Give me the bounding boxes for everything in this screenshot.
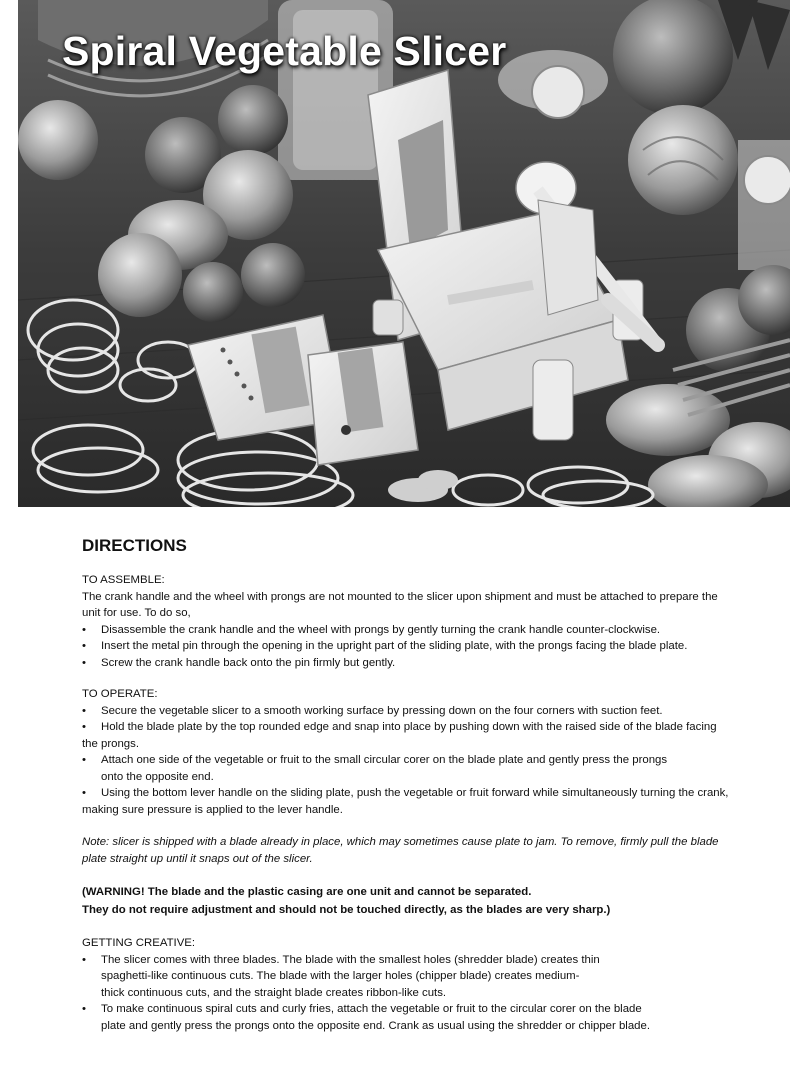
note-text: Note: slicer is shipped with a blade already in place, which may sometimes cause plate to jam. To remove, firmly pull the blade plate straight up until it snaps out of the slicer. [82,836,719,865]
directions-section [82,536,732,1034]
operate-step: • Hold the blade plate by the top rounded edge and snap into place by pushing down with the raised side of the blade facing the prongs. [82,719,732,752]
assemble-steps [82,622,732,672]
operate-steps-indented [82,752,732,785]
assemble-intro: The crank handle and the wheel with prongs are not mounted to the slicer upon shipment and must be attached to prepare the unit for use. To do so, [82,590,718,619]
creative-steps [82,952,732,1035]
warning-line-2: They do not require adjustment and should not be touched directly, as the blades are very sharp.) [82,903,611,916]
creative-step: • To make continuous spiral cuts and curly fries, attach the vegetable or fruit to the circular corer on the blade plate and gently press the prongs onto the opposite end. Crank as usual using the shredder or chipper blade. [82,1001,732,1034]
warning-line-1: (WARNING! The blade and the plastic casing are one unit and cannot be separated. [82,886,532,898]
page-title: Spiral Vegetable Slicer [62,28,507,74]
spiral-slicer-product-photo [18,0,790,507]
hero-photo [18,0,790,507]
assemble-step: • Disassemble the crank handle and the wheel with prongs by gently turning the crank handle counter-clockwise. [82,622,732,639]
assemble-step: • Insert the metal pin through the opening in the upright part of the sliding plate, with the prongs facing the blade plate. [82,638,732,655]
operate-steps-tail [82,785,732,818]
creative-title: GETTING CREATIVE: [82,937,196,949]
creative-step: • The slicer comes with three blades. The blade with the smallest holes (shredder blade) creates thin spaghetti-like continuous cuts. The blade with the larger holes (chipper blade) creates medium-thick continuous cuts, and the straight blade creates ribbon-like cuts. [82,952,732,1002]
operate-step: • Attach one side of the vegetable or fruit to the small circular corer on the blade plate and gently press the prongs onto the opposite end. [82,752,732,785]
operate-step: • Using the bottom lever handle on the sliding plate, push the vegetable or fruit forward while simultaneously turning the crank, making sure pressure is applied to the lever handle. [82,785,732,818]
operate-step: • Secure the vegetable slicer to a smooth working surface by pressing down on the four corners with suction feet. [82,703,732,720]
assemble-step: • Screw the crank handle back onto the pin firmly but gently. [82,655,732,672]
operate-steps [82,703,732,753]
directions-heading: DIRECTIONS [82,536,187,555]
assemble-title: TO ASSEMBLE: [82,574,165,586]
operate-title: TO OPERATE: [82,688,158,700]
